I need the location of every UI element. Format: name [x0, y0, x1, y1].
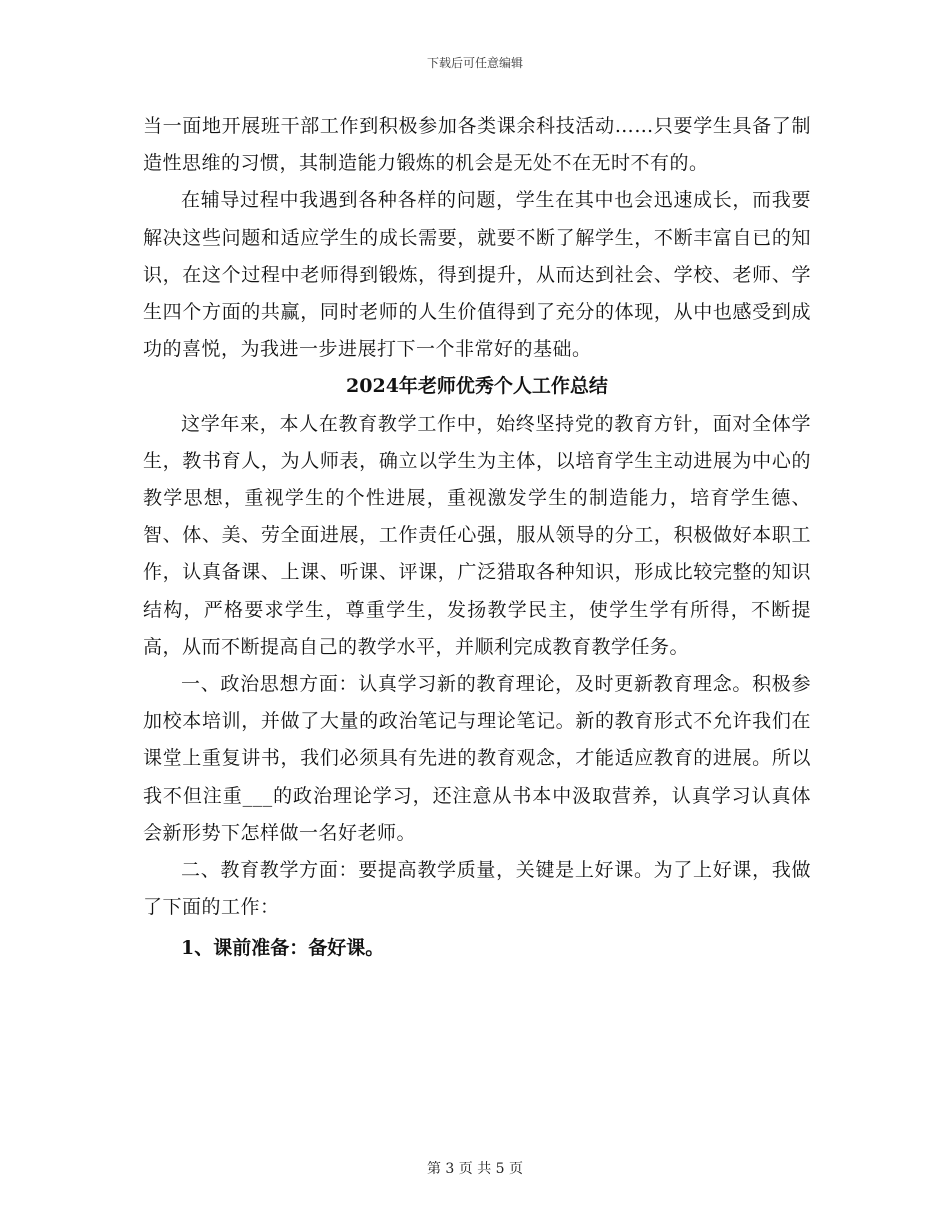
- paragraph-intro: 这学年来，本人在教育教学工作中，始终坚持党的教育方针，面对全体学生，教书育人，为人师表，确立以学生为主体，以培育学生主动进展为中心的教学思想，重视学生的个性进展，重视激发学生的制造能力，培育学生德、智、体、美、劳全面进展，工作责任心强，服从领导的分工，积极做好本职工作，认真备课、上课、听课、评课，广泛猎取各种知识，形成比较完整的知识结构，严格要求学生，尊重学生，发扬教学民主，使学生学有所得，不断提高，从而不断提高自己的教学水平，并顺利完成教育教学任务。: [143, 412, 811, 658]
- paragraph-guidance: 在辅导过程中我遇到各种各样的问题，学生在其中也会迅速成长，而我要解决这些问题和适应学生的成长需要，就要不断了解学生，不断丰富自已的知识，在这个过程中老师得到锻炼，得到提升，从而达到社会、学校、老师、学生四个方面的共赢，同时老师的人生价值得到了充分的体现，从中也感受到成功的喜悦，为我进一步进展打下一个非常好的基础。: [143, 189, 811, 361]
- page-header: 下载后可任意编辑: [426, 56, 523, 70]
- paragraph-continuation: 当一面地开展班干部工作到积极参加各类课余科技活动……只要学生具备了制造性思维的习惯，其制造能力锻炼的机会是无处不在无时不有的。: [143, 115, 811, 175]
- paragraph-political: 一、政治思想方面：认真学习新的教育理论，及时更新教育理念。积极参加校本培训，并做了大量的政治笔记与理论笔记。新的教育形式不允许我们在课堂上重复讲书，我们必须具有先进的教育观念，才能适应教育的进展。所以我不但注重___的政治理论学习，还注意从书本中汲取营养，认真学习认真体会新形势下怎样做一名好老师。: [143, 673, 811, 844]
- document-body: [143, 108, 811, 970]
- section-title: 2024年老师优秀个人工作总结: [346, 375, 608, 398]
- paragraph-teaching: 二、教育教学方面：要提高教学质量，关键是上好课。为了上好课，我做了下面的工作：: [143, 859, 811, 919]
- page-footer: 第 3 页 共 5 页: [426, 1161, 524, 1177]
- subheading-lesson-prep: 1、课前准备：备好课。: [181, 937, 385, 960]
